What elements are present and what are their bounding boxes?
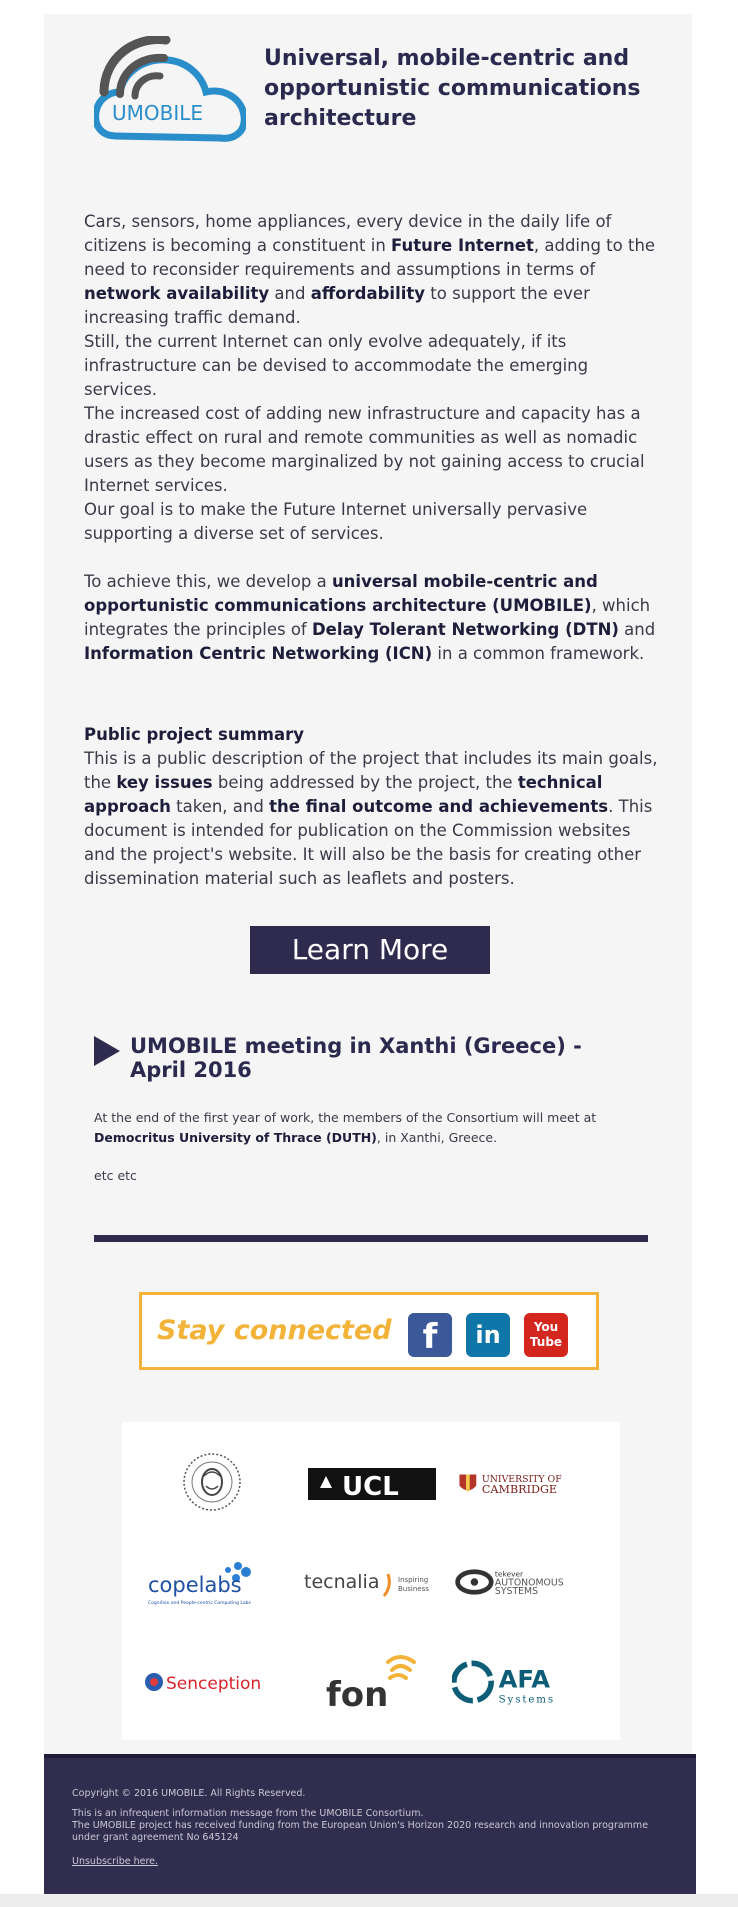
tecnalia-logo <box>302 1552 442 1612</box>
stay-connected-box <box>139 1292 599 1370</box>
linkedin-icon[interactable]: in <box>466 1313 510 1357</box>
svg-text:Systems: Systems <box>498 1693 555 1706</box>
intro-text: Cars, sensors, home appliances, every device in the daily life of citizens is becoming a constituent in Future Internet, adding to the need to reconsider requirements and assumptions in terms of network availability and affordability to support the ever increasing traffic demand. Still, the current Internet can only evolve adequately, if its infrastructure can be devised to accommodate the emerging services. The increased cost of adding new infrastructure and capacity has a drastic effect on rural and remote communities as well as nomadic users as they become marginalized by not gaining access to crucial Internet services. Our goal is to make the Future Internet universally pervasive supporting a diverse set of services. <box>84 212 656 543</box>
page-title: Universal, mobile-centric and opportunistic communications architecture <box>264 46 641 131</box>
ucl-logo <box>302 1452 442 1512</box>
achieve-text: To achieve this, we develop a universal mobile-centric and opportunistic communications architecture (UMOBILE), which integrates the principles of Delay Tolerant Networking (DTN) and Information Centric Networking (ICN) in a common framework. <box>84 572 656 663</box>
svg-text:Senception: Senception <box>166 1674 262 1694</box>
copelabs-logo <box>142 1552 282 1612</box>
cloud-outline <box>96 60 245 138</box>
news-title: UMOBILE meeting in Xanthi (Greece) - April 2016 <box>130 1034 582 1082</box>
umobile-logo <box>94 36 246 144</box>
svg-text:UNIVERSITY OF: UNIVERSITY OF <box>481 1474 562 1485</box>
svg-text:Cognition and People-centric C: Cognition and People-centric Computing Labs <box>148 1601 251 1606</box>
signal-arc-inner <box>135 76 160 96</box>
fon-logo <box>302 1652 442 1712</box>
svg-text:AFA: AFA <box>498 1664 550 1694</box>
svg-text:UCL: UCL <box>342 1472 399 1502</box>
duth-logo <box>142 1452 282 1512</box>
svg-text:AUTONOMOUS: AUTONOMOUS <box>494 1577 564 1589</box>
copyright-text: Copyright © 2016 UMOBILE. All Rights Reserved. <box>72 1788 306 1799</box>
footer <box>44 1754 696 1894</box>
svg-text:Business: Business <box>398 1585 429 1593</box>
svg-text:tecnalia: tecnalia <box>304 1571 380 1593</box>
svg-text:fon: fon <box>326 1675 389 1712</box>
summary-text: Public project summary This is a public description of the project that includes its main goals, the key issues being addressed by the project, the technical approach taken, and the final outcome and achievements. This document is intended for publication on the Commission websites and the project's website. It will also be the basis for creating other dissemination material such as leaflets and posters. <box>84 725 658 888</box>
summary-title: Public project summary <box>84 725 305 744</box>
afa-systems-logo <box>452 1652 592 1712</box>
stay-connected-label: Stay connected <box>157 1315 392 1346</box>
facebook-icon[interactable]: f <box>408 1313 452 1357</box>
cambridge-logo <box>452 1452 592 1512</box>
learn-more-button[interactable]: Learn More <box>250 926 490 974</box>
news-note: etc etc <box>94 1168 137 1183</box>
news-body: At the end of the first year of work, the members of the Consortium will meet at Democritus University of Thrace (DUTH), in Xanthi, Greece. <box>94 1110 597 1145</box>
svg-text:tekever: tekever <box>494 1569 524 1579</box>
footer-info: This is an infrequent information message from the UMOBILE Consortium. The UMOBILE project has received funding from the European Union's Horizon 2020 research and innovation programme under grant agreement No 645124 <box>72 1808 649 1843</box>
section-divider <box>94 1235 648 1242</box>
youtube-icon[interactable]: You Tube <box>524 1313 568 1357</box>
svg-text:CAMBRIDGE: CAMBRIDGE <box>481 1483 558 1497</box>
tekever-logo <box>452 1552 592 1612</box>
header <box>94 36 674 146</box>
partner-logos <box>122 1422 620 1740</box>
bottom-strip <box>0 1894 738 1907</box>
svg-text:Inspiring: Inspiring <box>398 1576 429 1584</box>
svg-text:copelabs: copelabs <box>148 1573 242 1597</box>
unsubscribe-link[interactable]: Unsubscribe here. <box>72 1856 159 1867</box>
play-triangle-icon <box>94 1036 120 1066</box>
senception-logo <box>142 1652 282 1712</box>
svg-text:SYSTEMS: SYSTEMS <box>494 1586 539 1598</box>
logo-text: UMOBILE <box>112 101 204 125</box>
